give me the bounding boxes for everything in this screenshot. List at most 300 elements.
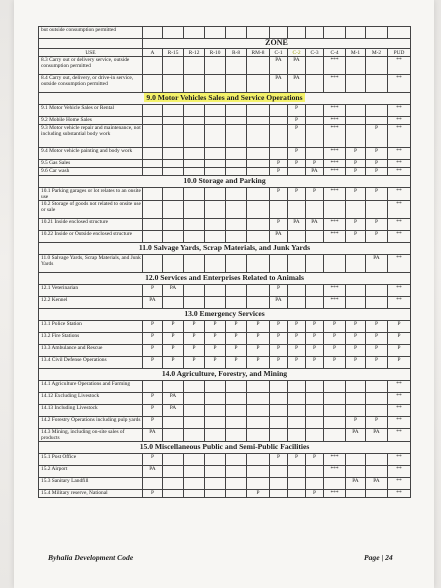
permission-cell <box>306 231 324 243</box>
permission-cell <box>306 393 324 405</box>
permission-cell: ** <box>388 75 411 93</box>
permission-cell: PA <box>163 405 184 417</box>
permission-cell <box>366 297 388 309</box>
permission-cell: P <box>366 231 388 243</box>
permission-cell <box>288 27 306 39</box>
permission-cell <box>346 75 366 93</box>
permission-cell: P <box>346 168 366 176</box>
permission-cell: ** <box>388 393 411 405</box>
permission-cell <box>247 478 270 490</box>
permission-cell: ** <box>388 125 411 148</box>
permission-cell <box>247 393 270 405</box>
permission-cell <box>247 285 270 297</box>
permission-cell: P <box>366 148 388 160</box>
table-row <box>39 297 411 309</box>
permission-cell <box>184 117 205 125</box>
permission-cell <box>270 148 288 160</box>
permission-cell <box>270 125 288 148</box>
permission-cell <box>366 466 388 478</box>
use-label: 9.4 Motor vehicle painting and body work <box>39 148 143 160</box>
permission-cell <box>226 405 247 417</box>
permission-cell: ** <box>388 105 411 117</box>
column-header: PUD <box>388 49 411 57</box>
zone-title: ZONE <box>143 39 411 49</box>
column-header: A <box>143 49 163 57</box>
use-label: 15.1 Post Office <box>39 454 143 466</box>
permission-cell <box>324 478 346 490</box>
permission-cell <box>163 168 184 176</box>
permission-cell <box>247 148 270 160</box>
permission-cell <box>205 57 226 75</box>
permission-cell: ** <box>388 201 411 219</box>
permission-cell <box>184 27 205 39</box>
permission-cell <box>205 148 226 160</box>
section-header-cell <box>39 273 411 285</box>
permission-cell <box>270 405 288 417</box>
permission-cell <box>143 381 163 393</box>
permission-cell <box>143 125 163 148</box>
permission-cell: *** <box>324 231 346 243</box>
permission-cell <box>143 117 163 125</box>
permission-cell <box>288 231 306 243</box>
permission-cell: P <box>366 125 388 148</box>
permission-cell: PA <box>306 168 324 176</box>
permission-cell <box>143 27 163 39</box>
permission-cell <box>184 429 205 442</box>
column-header: M-2 <box>366 49 388 57</box>
section-header-cell <box>39 176 411 188</box>
permission-cell <box>247 231 270 243</box>
permission-cell <box>366 393 388 405</box>
permission-cell <box>288 168 306 176</box>
permission-cell <box>366 490 388 498</box>
permission-cell: P <box>143 393 163 405</box>
section-header: 9.0 Motor Vehicles Sales and Service Operations <box>146 93 303 103</box>
permission-cell <box>226 393 247 405</box>
permission-cell <box>306 201 324 219</box>
permission-cell: PA <box>366 255 388 273</box>
permission-cell <box>346 117 366 125</box>
permission-cell <box>247 57 270 75</box>
permission-cell <box>184 219 205 231</box>
permission-cell <box>247 188 270 201</box>
permission-cell <box>205 219 226 231</box>
section-header-row <box>39 243 411 255</box>
permission-cell: P <box>306 160 324 168</box>
permission-cell <box>184 201 205 219</box>
use-label: 10.22 Inside or Outside enclosed structure <box>39 231 143 243</box>
permission-cell <box>163 417 184 429</box>
permission-cell <box>143 231 163 243</box>
permission-cell: P <box>143 405 163 417</box>
section-header-cell <box>39 93 411 105</box>
permission-cell: ** <box>388 255 411 273</box>
permission-cell <box>163 75 184 93</box>
table-row <box>39 466 411 478</box>
permission-cell <box>184 466 205 478</box>
permission-cell <box>366 27 388 39</box>
permission-cell <box>247 405 270 417</box>
use-label: 11.0 Salvage Yards, Scrap Materials, and Junk Yards <box>39 255 143 273</box>
permission-cell: *** <box>324 490 346 498</box>
permission-cell: PA <box>143 429 163 442</box>
permission-cell <box>205 160 226 168</box>
permission-cell <box>306 478 324 490</box>
section-header-row <box>39 369 411 381</box>
permission-cell <box>184 255 205 273</box>
section-header: 13.0 Emergency Services <box>184 309 265 319</box>
permission-cell <box>184 231 205 243</box>
permission-cell: P <box>143 454 163 466</box>
permission-cell <box>184 285 205 297</box>
permission-cell <box>270 490 288 498</box>
permission-cell <box>247 125 270 148</box>
section-header-cell <box>39 309 411 321</box>
permission-cell <box>270 417 288 429</box>
permission-cell <box>163 27 184 39</box>
permission-cell <box>346 255 366 273</box>
permission-cell <box>270 466 288 478</box>
permission-cell: ** <box>388 381 411 393</box>
permission-cell: ** <box>388 466 411 478</box>
permission-cell <box>184 105 205 117</box>
table-row <box>39 27 411 39</box>
permission-cell: PA <box>346 478 366 490</box>
table-row <box>39 393 411 405</box>
table-row <box>39 201 411 219</box>
permission-cell <box>346 27 366 39</box>
permission-cell: P <box>184 345 205 357</box>
permission-cell <box>205 466 226 478</box>
permission-cell <box>306 27 324 39</box>
permission-cell: ** <box>388 168 411 176</box>
permission-cell <box>270 27 288 39</box>
column-header: R-8 <box>226 49 247 57</box>
permission-cell <box>143 148 163 160</box>
permission-cell <box>184 405 205 417</box>
permission-cell: PA <box>346 429 366 442</box>
permission-cell: P <box>366 345 388 357</box>
permission-cell <box>306 75 324 93</box>
use-label: 15.3 Sanitary Landfill <box>39 478 143 490</box>
section-header: 15.0 Miscellaneous Public and Semi-Public Facilities <box>139 442 310 452</box>
section-header-row <box>39 176 411 188</box>
permission-cell <box>226 285 247 297</box>
permission-cell: P <box>346 345 366 357</box>
permission-cell <box>143 57 163 75</box>
permission-cell <box>270 393 288 405</box>
permission-cell <box>184 188 205 201</box>
permission-cell: PA <box>270 75 288 93</box>
permission-cell <box>163 478 184 490</box>
permission-cell <box>247 219 270 231</box>
permission-cell: PA <box>306 219 324 231</box>
permission-cell <box>205 429 226 442</box>
permission-cell <box>324 405 346 417</box>
use-label: 9.2 Mobile Home Sales <box>39 117 143 125</box>
permission-cell <box>143 160 163 168</box>
permission-cell: P <box>288 345 306 357</box>
permission-cell <box>288 393 306 405</box>
table-row <box>39 219 411 231</box>
document-page <box>14 0 434 588</box>
permission-cell: PA <box>270 231 288 243</box>
permission-cell: *** <box>324 466 346 478</box>
permission-cell <box>247 454 270 466</box>
column-header-row <box>39 49 411 57</box>
use-label: 13.3 Ambulance and Rescue <box>39 345 143 357</box>
permission-cell <box>226 57 247 75</box>
permission-cell: ** <box>388 148 411 160</box>
permission-cell <box>346 490 366 498</box>
permission-cell <box>163 231 184 243</box>
permission-cell <box>306 125 324 148</box>
table-row <box>39 357 411 369</box>
zone-title-blank <box>39 39 143 49</box>
permission-cell <box>226 148 247 160</box>
permission-cell: *** <box>324 75 346 93</box>
permission-cell <box>366 454 388 466</box>
permission-cell: P <box>288 105 306 117</box>
permission-cell <box>184 297 205 309</box>
permission-cell: P <box>306 490 324 498</box>
permission-cell: P <box>163 333 184 345</box>
permission-cell: P <box>270 333 288 345</box>
permission-cell: P <box>366 219 388 231</box>
permission-cell <box>306 57 324 75</box>
use-label: 14.12 Excluding Livestock <box>39 393 143 405</box>
permission-cell <box>184 148 205 160</box>
permission-cell: ** <box>388 429 411 442</box>
permission-cell <box>270 117 288 125</box>
section-header-cell <box>39 243 411 255</box>
permission-cell: ** <box>388 188 411 201</box>
permission-cell <box>247 75 270 93</box>
permission-cell: PA <box>366 429 388 442</box>
permission-cell: PA <box>270 297 288 309</box>
permission-cell <box>270 255 288 273</box>
permission-cell <box>288 285 306 297</box>
permission-cell: P <box>346 219 366 231</box>
permission-cell <box>163 466 184 478</box>
table-row <box>39 148 411 160</box>
permission-cell: P <box>388 321 411 333</box>
permission-cell: P <box>324 345 346 357</box>
permission-cell: P <box>388 357 411 369</box>
permission-cell <box>346 201 366 219</box>
permission-cell <box>163 429 184 442</box>
permission-cell: P <box>205 333 226 345</box>
permission-cell: PA <box>163 285 184 297</box>
use-label: 14.2 Forestry Operations including pulp yards <box>39 417 143 429</box>
permission-cell <box>184 75 205 93</box>
permission-cell: P <box>143 490 163 498</box>
permission-cell <box>346 297 366 309</box>
permission-cell <box>163 160 184 168</box>
permission-cell: P <box>226 345 247 357</box>
permission-cell <box>324 393 346 405</box>
permission-cell: *** <box>324 285 346 297</box>
permission-cell <box>226 105 247 117</box>
permission-cell <box>306 148 324 160</box>
permission-cell <box>163 454 184 466</box>
permission-cell <box>184 381 205 393</box>
permission-cell <box>226 466 247 478</box>
section-header-row <box>39 273 411 285</box>
permission-cell: P <box>366 168 388 176</box>
permission-cell <box>226 117 247 125</box>
permission-cell: *** <box>324 105 346 117</box>
permission-cell: P <box>143 345 163 357</box>
permission-cell: P <box>288 125 306 148</box>
permission-cell <box>226 188 247 201</box>
permission-cell <box>247 160 270 168</box>
permission-cell <box>226 478 247 490</box>
permission-cell <box>184 168 205 176</box>
permission-cell: P <box>226 333 247 345</box>
table-row <box>39 231 411 243</box>
permission-cell <box>270 105 288 117</box>
permission-cell: P <box>247 490 270 498</box>
permission-cell: P <box>270 345 288 357</box>
permission-cell: P <box>163 357 184 369</box>
permission-cell <box>205 478 226 490</box>
permission-cell: P <box>346 160 366 168</box>
permission-cell: P <box>366 160 388 168</box>
use-label: 8.4 Carry out, delivery, or drive-in service, outside consumption permitted <box>39 75 143 93</box>
permission-cell <box>226 490 247 498</box>
permission-cell: ** <box>388 57 411 75</box>
permission-cell: P <box>366 188 388 201</box>
section-header: 11.0 Salvage Yards, Scrap Materials, and Junk Yards <box>138 243 311 253</box>
permission-cell <box>366 405 388 417</box>
permission-cell <box>205 393 226 405</box>
footer-page-number: Page | 24 <box>364 553 393 562</box>
permission-cell <box>324 417 346 429</box>
permission-cell <box>366 105 388 117</box>
table-row <box>39 321 411 333</box>
permission-cell: *** <box>324 117 346 125</box>
permission-cell: *** <box>324 168 346 176</box>
table-row <box>39 160 411 168</box>
permission-cell <box>247 466 270 478</box>
use-label: 10.21 Inside enclosed structure <box>39 219 143 231</box>
permission-cell <box>205 454 226 466</box>
permission-cell: P <box>388 333 411 345</box>
permission-cell: P <box>306 454 324 466</box>
permission-cell <box>226 125 247 148</box>
permission-cell <box>270 478 288 490</box>
table-row <box>39 285 411 297</box>
permission-cell <box>205 255 226 273</box>
permission-cell <box>205 168 226 176</box>
permission-cell: PA <box>143 297 163 309</box>
use-label: but outside consumption permitted <box>39 27 143 39</box>
use-label: 9.3 Motor vehicle repair and maintenance, not including substantial body work <box>39 125 143 148</box>
use-label: 10.1 Parking garages or lot relates to an onsite use <box>39 188 143 201</box>
permission-cell: PA <box>366 478 388 490</box>
permission-cell <box>184 478 205 490</box>
permission-cell <box>270 381 288 393</box>
permission-cell <box>247 429 270 442</box>
permission-cell <box>163 57 184 75</box>
permission-cell <box>306 405 324 417</box>
permission-cell <box>247 201 270 219</box>
permission-cell <box>205 297 226 309</box>
section-header: 10.0 Storage and Parking <box>183 176 266 186</box>
permission-cell: P <box>366 333 388 345</box>
column-header: RM-8 <box>247 49 270 57</box>
permission-cell: *** <box>324 297 346 309</box>
permission-cell <box>226 231 247 243</box>
permission-cell: ** <box>388 219 411 231</box>
permission-cell: P <box>346 188 366 201</box>
permission-cell: P <box>143 321 163 333</box>
permission-cell: ** <box>388 478 411 490</box>
permission-cell <box>306 381 324 393</box>
permission-cell <box>388 27 411 39</box>
permission-cell: P <box>306 345 324 357</box>
permission-cell <box>346 381 366 393</box>
permission-cell: P <box>306 333 324 345</box>
permission-cell: ** <box>388 285 411 297</box>
permission-cell: P <box>366 357 388 369</box>
permission-cell <box>226 429 247 442</box>
permission-cell <box>247 168 270 176</box>
permission-cell <box>270 201 288 219</box>
permission-cell <box>226 255 247 273</box>
use-label: 15.4 Military reserve, National <box>39 490 143 498</box>
permission-cell <box>143 201 163 219</box>
permission-cell: P <box>346 357 366 369</box>
table-row <box>39 381 411 393</box>
permission-cell <box>366 57 388 75</box>
permission-cell <box>184 490 205 498</box>
permission-cell <box>306 285 324 297</box>
permission-cell: P <box>366 321 388 333</box>
permission-cell: P <box>143 357 163 369</box>
permission-cell <box>346 125 366 148</box>
permission-cell <box>306 105 324 117</box>
permission-cell: P <box>270 219 288 231</box>
permission-cell <box>288 405 306 417</box>
permission-cell <box>205 105 226 117</box>
permission-cell: ** <box>388 160 411 168</box>
use-label: 13.1 Police Station <box>39 321 143 333</box>
permission-cell <box>163 188 184 201</box>
table-row <box>39 478 411 490</box>
use-label: 14.1 Agriculture Operations and Farming <box>39 381 143 393</box>
permission-cell <box>288 381 306 393</box>
permission-cell <box>346 285 366 297</box>
table-row <box>39 333 411 345</box>
permission-cell <box>163 297 184 309</box>
use-label: 12.1 Veterinarian <box>39 285 143 297</box>
table-row <box>39 188 411 201</box>
permission-cell <box>163 117 184 125</box>
permission-cell <box>288 297 306 309</box>
section-header-cell <box>39 442 411 454</box>
permission-cell: *** <box>324 188 346 201</box>
permission-cell <box>288 466 306 478</box>
permission-cell: P <box>270 285 288 297</box>
footer-document-title: Byhalia Development Code <box>48 553 134 562</box>
permission-cell: P <box>346 231 366 243</box>
use-label: 8.3 Carry out or delivery service, outside consumption permitted <box>39 57 143 75</box>
permission-cell: P <box>163 321 184 333</box>
permission-cell: P <box>324 333 346 345</box>
permission-cell <box>184 125 205 148</box>
